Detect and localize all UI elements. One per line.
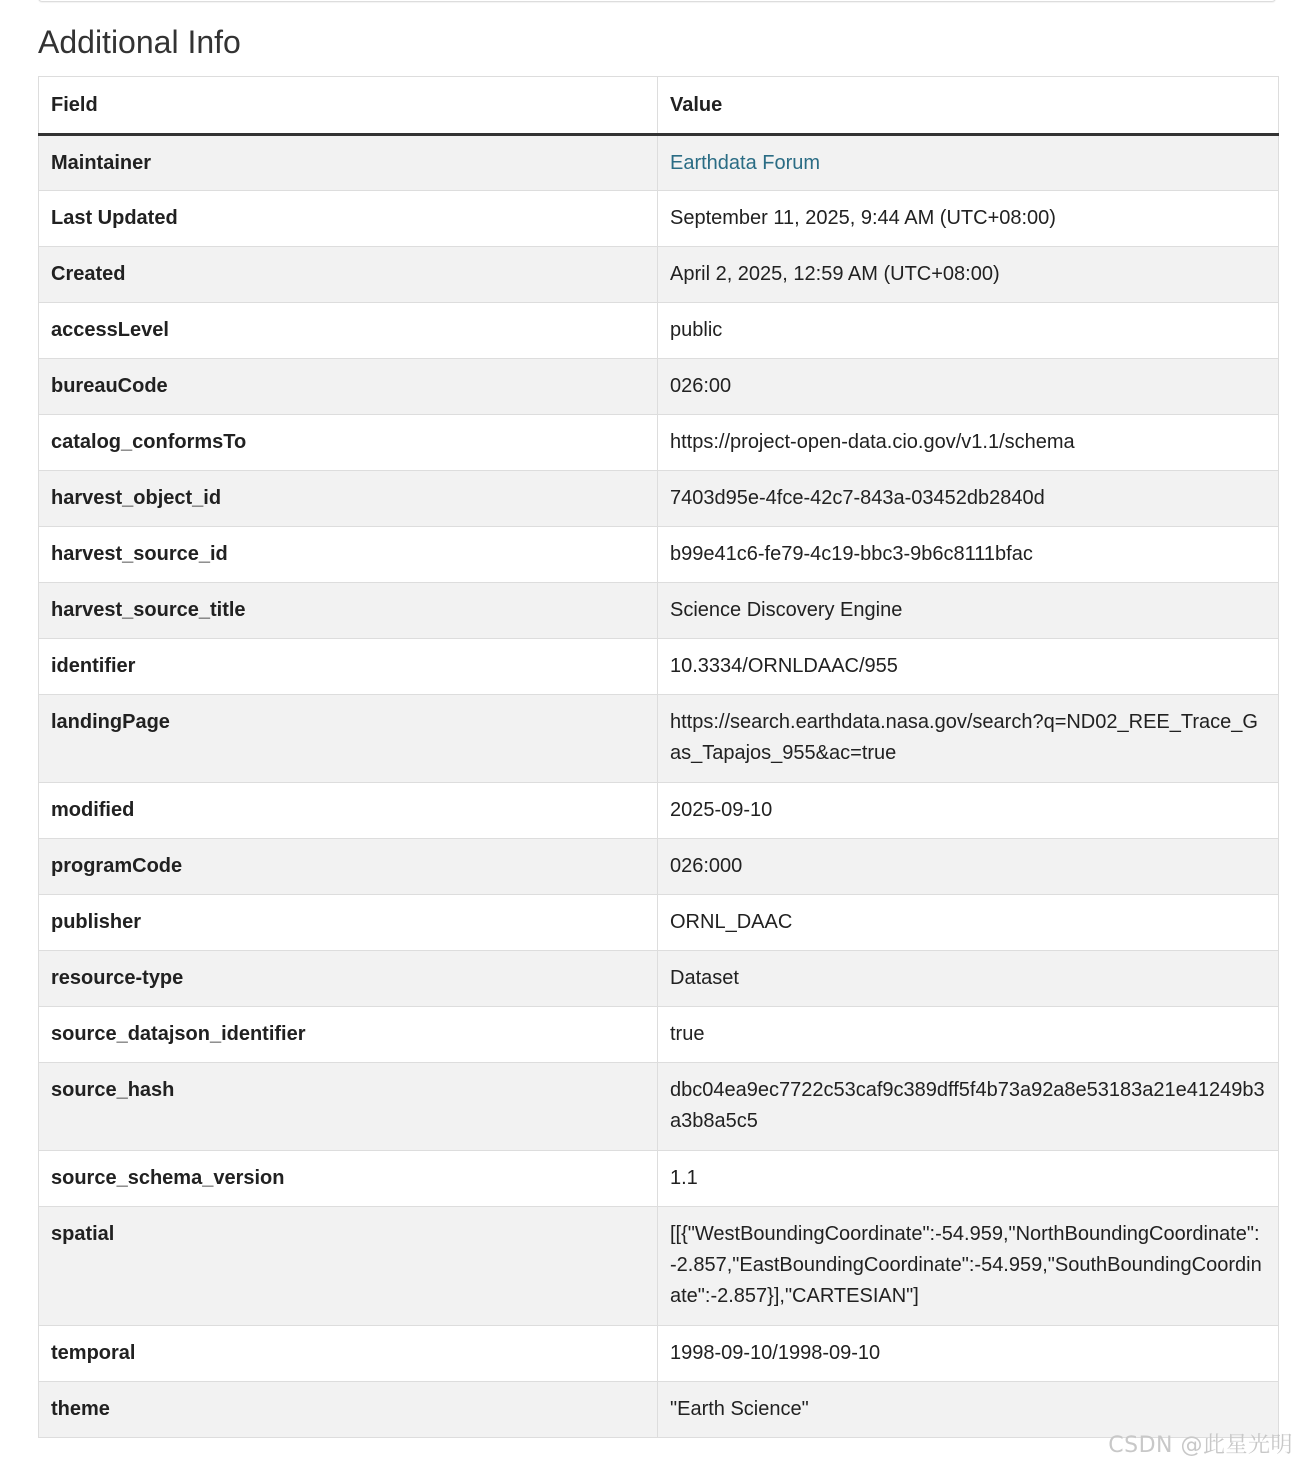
- field-cell: Maintainer: [39, 135, 658, 191]
- field-cell: spatial: [39, 1207, 658, 1326]
- value-text: [[{"WestBoundingCoordinate":-54.959,"NorthBoundingCoordinate":-2.857,"EastBoundingCoordinate":-54.959,"SouthBoundingCoordinate":-2.857}],"CARTESIAN"]: [670, 1223, 1262, 1307]
- watermark: CSDN @此星光明: [1108, 1433, 1293, 1458]
- table-row-harvest-source-title: [39, 583, 1279, 639]
- table-row-access-level: [39, 303, 1279, 359]
- field-cell: harvest_object_id: [39, 471, 658, 527]
- maintainer-link[interactable]: Earthdata Forum: [670, 151, 821, 174]
- field-cell: resource-type: [39, 951, 658, 1007]
- column-header-field: Field: [39, 77, 658, 135]
- value-text: 1998-09-10/1998-09-10: [670, 1342, 881, 1364]
- value-text: dbc04ea9ec7722c53caf9c389dff5f4b73a92a8e53183a21e41249b3a3b8a5c5: [670, 1079, 1265, 1132]
- field-cell: harvest_source_id: [39, 527, 658, 583]
- value-text: April 2, 2025, 12:59 AM (UTC+08:00): [670, 263, 1000, 285]
- table-row-harvest-source-id: [39, 527, 1279, 583]
- value-text: 1.1: [670, 1167, 698, 1189]
- value-text: b99e41c6-fe79-4c19-bbc3-9b6c8111bfac: [670, 543, 1033, 565]
- value-cell: [658, 639, 1279, 695]
- value-cell: [658, 303, 1279, 359]
- table-row-created: [39, 247, 1279, 303]
- field-cell: Created: [39, 247, 658, 303]
- table-row-landing-page: [39, 695, 1279, 783]
- field-cell: programCode: [39, 839, 658, 895]
- value-cell: [658, 247, 1279, 303]
- value-text: September 11, 2025, 9:44 AM (UTC+08:00): [670, 207, 1056, 229]
- field-cell: identifier: [39, 639, 658, 695]
- value-text: 7403d95e-4fce-42c7-843a-03452db2840d: [670, 487, 1045, 509]
- field-cell: accessLevel: [39, 303, 658, 359]
- value-text: "Earth Science": [670, 1398, 809, 1420]
- value-cell: [658, 359, 1279, 415]
- field-cell: modified: [39, 783, 658, 839]
- additional-info-table: [38, 76, 1279, 1438]
- field-cell: catalog_conformsTo: [39, 415, 658, 471]
- field-cell: theme: [39, 1382, 658, 1438]
- value-text: 026:00: [670, 375, 732, 397]
- section-title: Additional Info: [38, 24, 241, 60]
- value-cell: [658, 895, 1279, 951]
- table-row-modified: [39, 783, 1279, 839]
- field-cell: temporal: [39, 1326, 658, 1382]
- value-cell: [658, 191, 1279, 247]
- field-cell: source_datajson_identifier: [39, 1007, 658, 1063]
- table-row-program-code: [39, 839, 1279, 895]
- table-row-identifier: [39, 639, 1279, 695]
- value-cell: [658, 1007, 1279, 1063]
- table-row-source-hash: [39, 1063, 1279, 1151]
- field-cell: harvest_source_title: [39, 583, 658, 639]
- value-cell: [658, 839, 1279, 895]
- value-cell: [658, 583, 1279, 639]
- field-cell: landingPage: [39, 695, 658, 783]
- value-text: https://project-open-data.cio.gov/v1.1/schema: [670, 431, 1075, 453]
- value-text: 10.3334/ORNLDAAC/955: [670, 655, 898, 677]
- field-cell: source_hash: [39, 1063, 658, 1151]
- value-cell: [658, 135, 1279, 191]
- value-cell: [658, 1063, 1279, 1151]
- value-cell: [658, 471, 1279, 527]
- table-row-maintainer: [39, 135, 1279, 191]
- value-text: 2025-09-10: [670, 799, 773, 821]
- value-cell: [658, 951, 1279, 1007]
- table-row-harvest-object-id: [39, 471, 1279, 527]
- field-cell: bureauCode: [39, 359, 658, 415]
- value-text: public: [670, 319, 723, 341]
- value-cell: [658, 1326, 1279, 1382]
- table-row-catalog-conforms-to: [39, 415, 1279, 471]
- table-row-last-updated: [39, 191, 1279, 247]
- value-text: Dataset: [670, 967, 739, 989]
- value-text: true: [670, 1023, 705, 1045]
- value-cell: [658, 527, 1279, 583]
- previous-panel-edge: [38, 0, 1276, 2]
- value-text: 026:000: [670, 855, 743, 877]
- table-row-temporal: [39, 1326, 1279, 1382]
- table-row-bureau-code: [39, 359, 1279, 415]
- value-cell: [658, 1207, 1279, 1326]
- value-text: Science Discovery Engine: [670, 599, 903, 621]
- value-cell: [658, 695, 1279, 783]
- table-row-source-schema-version: [39, 1151, 1279, 1207]
- value-text: ORNL_DAAC: [670, 911, 793, 933]
- field-cell: publisher: [39, 895, 658, 951]
- value-text: https://search.earthdata.nasa.gov/search?q=ND02_REE_Trace_Gas_Tapajos_955&ac=true: [670, 711, 1258, 764]
- field-cell: Last Updated: [39, 191, 658, 247]
- value-cell: [658, 415, 1279, 471]
- value-cell: [658, 783, 1279, 839]
- field-cell: source_schema_version: [39, 1151, 658, 1207]
- column-header-value: Value: [658, 77, 1279, 135]
- table-row-resource-type: [39, 951, 1279, 1007]
- table-header-row: [39, 77, 1279, 135]
- table-row-spatial: [39, 1207, 1279, 1326]
- table-row-publisher: [39, 895, 1279, 951]
- value-cell: [658, 1151, 1279, 1207]
- table-row-theme: [39, 1382, 1279, 1438]
- table-row-source-datajson-identifier: [39, 1007, 1279, 1063]
